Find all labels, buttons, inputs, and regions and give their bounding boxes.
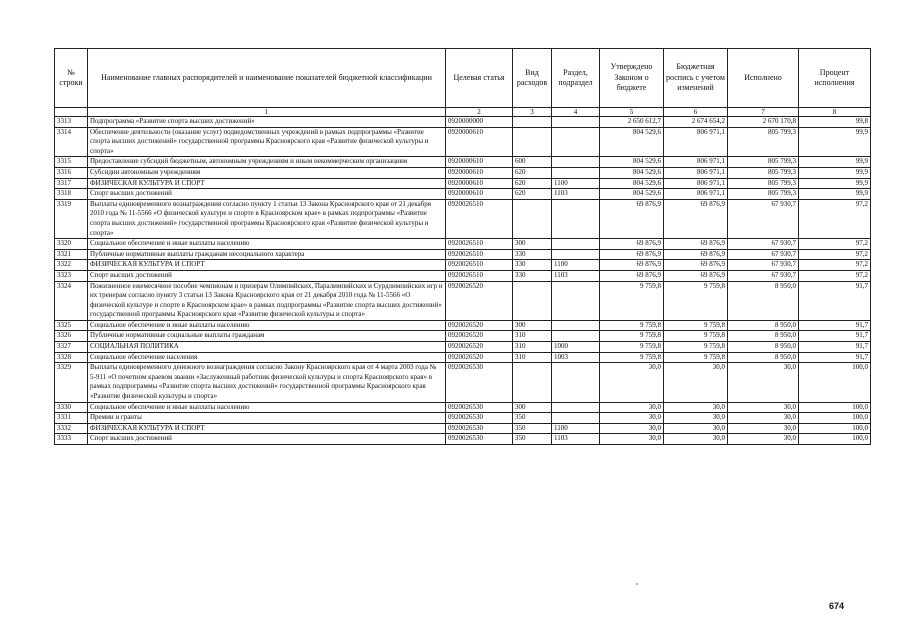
row-executed: 805 799,3: [728, 127, 799, 157]
row-executed: 8 950,0: [728, 320, 799, 331]
row-executed: 67 930,7: [728, 239, 799, 250]
row-name: Выплаты единовременного денежного вознаграждения согласно Закону Красноярского края от 4 марта 2003 года № 5-911 «О почетном краевом звании «Заслуженный работник физической культуры и спорта Красноярского края» в рамках подпрограммы «Развитие спорта высших достижений» государственной программы Красноярского края «Развитие физической культуры и спорта»: [88, 363, 446, 402]
row-approved: 9 759,8: [600, 281, 664, 320]
row-expense-type: 350: [513, 434, 552, 445]
row-target-article: 0920026530: [446, 413, 513, 424]
row-approved: 804 529,6: [600, 157, 664, 168]
row-percent: 99,9: [799, 189, 871, 200]
row-target-article: 0920026530: [446, 434, 513, 445]
row-target-article: 0920000610: [446, 127, 513, 157]
row-expense-type: 620: [513, 178, 552, 189]
table-body: [55, 108, 871, 445]
row-target-article: 0920000000: [446, 117, 513, 128]
row-expense-type: [513, 199, 552, 238]
column-number: 2: [446, 108, 513, 117]
row-budget-schedule: 30,0: [664, 434, 728, 445]
row-budget-schedule: 69 876,9: [664, 270, 728, 281]
table-row: [55, 127, 871, 157]
row-name: ФИЗИЧЕСКАЯ КУЛЬТУРА И СПОРТ: [88, 423, 446, 434]
table-row: [55, 249, 871, 260]
header-executed: Исполнено: [728, 49, 799, 108]
header-percent: Процент исполнения: [799, 49, 871, 108]
row-number: 3328: [55, 352, 88, 363]
row-number: 3331: [55, 413, 88, 424]
row-target-article: 0920000610: [446, 189, 513, 200]
row-expense-type: [513, 127, 552, 157]
column-number-row: [55, 108, 871, 117]
row-name: Публичные нормативные выплаты гражданам несоциального характера: [88, 249, 446, 260]
row-approved: 69 876,9: [600, 260, 664, 271]
table-row: [55, 178, 871, 189]
row-expense-type: 620: [513, 167, 552, 178]
row-section: 1103: [552, 270, 600, 281]
row-number: 3322: [55, 260, 88, 271]
row-name: Премии и гранты: [88, 413, 446, 424]
table-row: [55, 117, 871, 128]
row-budget-schedule: 69 876,9: [664, 249, 728, 260]
row-section: [552, 167, 600, 178]
table-row: [55, 199, 871, 238]
row-approved: 30,0: [600, 413, 664, 424]
table-row: [55, 363, 871, 402]
header-approved: Утверждено Законом о бюджете: [600, 49, 664, 108]
row-budget-schedule: 69 876,9: [664, 239, 728, 250]
row-expense-type: 350: [513, 423, 552, 434]
row-number: 3333: [55, 434, 88, 445]
header-expense-type: Вид расходов: [513, 49, 552, 108]
row-number: 3330: [55, 402, 88, 413]
row-approved: 804 529,6: [600, 127, 664, 157]
budget-table: [54, 48, 871, 445]
row-budget-schedule: 806 971,1: [664, 189, 728, 200]
row-target-article: 0920026510: [446, 249, 513, 260]
row-budget-schedule: 30,0: [664, 363, 728, 402]
row-target-article: 0920026530: [446, 423, 513, 434]
table-row: [55, 320, 871, 331]
row-number: 3329: [55, 363, 88, 402]
row-number: 3321: [55, 249, 88, 260]
row-section: 1103: [552, 434, 600, 445]
row-number: 3327: [55, 342, 88, 353]
row-executed: 30,0: [728, 413, 799, 424]
row-section: [552, 402, 600, 413]
row-section: 1100: [552, 178, 600, 189]
row-section: [552, 331, 600, 342]
row-budget-schedule: 806 971,1: [664, 157, 728, 168]
row-approved: 9 759,8: [600, 331, 664, 342]
row-executed: 8 950,0: [728, 342, 799, 353]
row-percent: 91,7: [799, 320, 871, 331]
row-section: 1000: [552, 342, 600, 353]
row-name: Спорт высших достижений: [88, 270, 446, 281]
row-budget-schedule: 9 759,8: [664, 331, 728, 342]
row-section: [552, 127, 600, 157]
row-expense-type: 330: [513, 270, 552, 281]
row-approved: 804 529,6: [600, 178, 664, 189]
row-name: Подпрограмма «Развитие спорта высших достижений»: [88, 117, 446, 128]
row-percent: 100,0: [799, 402, 871, 413]
column-number: [55, 108, 88, 117]
row-approved: 30,0: [600, 434, 664, 445]
row-target-article: 0920026510: [446, 239, 513, 250]
row-executed: 2 670 170,8: [728, 117, 799, 128]
row-executed: 805 799,3: [728, 178, 799, 189]
row-expense-type: 600: [513, 157, 552, 168]
row-number: 3318: [55, 189, 88, 200]
table-row: [55, 352, 871, 363]
row-name: Социальное обеспечение и иные выплаты населению: [88, 402, 446, 413]
row-budget-schedule: 30,0: [664, 402, 728, 413]
row-percent: 91,7: [799, 352, 871, 363]
row-expense-type: 330: [513, 260, 552, 271]
row-percent: 100,0: [799, 434, 871, 445]
header-section: Раздел, подраздел: [552, 49, 600, 108]
row-name: ФИЗИЧЕСКАЯ КУЛЬТУРА И СПОРТ: [88, 260, 446, 271]
row-expense-type: 300: [513, 239, 552, 250]
row-percent: 100,0: [799, 413, 871, 424]
row-name: ФИЗИЧЕСКАЯ КУЛЬТУРА И СПОРТ: [88, 178, 446, 189]
row-budget-schedule: 806 971,1: [664, 167, 728, 178]
row-section: [552, 281, 600, 320]
table-row: [55, 239, 871, 250]
row-name: Социальное обеспечение и иные выплаты населению: [88, 320, 446, 331]
row-section: [552, 249, 600, 260]
row-expense-type: 310: [513, 342, 552, 353]
row-target-article: 0920026510: [446, 199, 513, 238]
row-section: [552, 320, 600, 331]
row-executed: 30,0: [728, 434, 799, 445]
row-number: 3313: [55, 117, 88, 128]
table-row: [55, 157, 871, 168]
row-budget-schedule: 9 759,8: [664, 281, 728, 320]
row-executed: 67 930,7: [728, 270, 799, 281]
row-budget-schedule: 30,0: [664, 413, 728, 424]
row-percent: 97,2: [799, 270, 871, 281]
row-expense-type: 620: [513, 189, 552, 200]
row-target-article: 0920026520: [446, 320, 513, 331]
row-expense-type: 330: [513, 249, 552, 260]
row-budget-schedule: 806 971,1: [664, 178, 728, 189]
header-name: Наименование главных распорядителей и наименование показателей бюджетной классификации: [88, 49, 446, 108]
row-percent: 91,7: [799, 342, 871, 353]
row-approved: 9 759,8: [600, 352, 664, 363]
row-section: [552, 363, 600, 402]
row-executed: 805 799,3: [728, 189, 799, 200]
row-number: 3323: [55, 270, 88, 281]
row-name: Пожизненное ежемесячное пособие чемпионам и призерам Олимпийских, Паралимпийских и Сурдлимпийских игр и их тренерам согласно пункту 3 статьи 13 Закона Красноярского края от 21 декабря 2010 года № 11-5566 «О физической культуре и спорте в Красноярском крае» в рамках подпрограммы «Развитие спорта высших достижений» государственной программы Красноярского края «Развитие физической культуры и спорта»: [88, 281, 446, 320]
row-percent: 97,2: [799, 260, 871, 271]
row-name: Социальное обеспечение и иные выплаты населению: [88, 239, 446, 250]
row-percent: 99,9: [799, 157, 871, 168]
row-number: 3317: [55, 178, 88, 189]
row-name: Субсидии автономным учреждениям: [88, 167, 446, 178]
row-section: 1100: [552, 260, 600, 271]
row-number: 3332: [55, 423, 88, 434]
column-number: 3: [513, 108, 552, 117]
row-approved: 804 529,6: [600, 167, 664, 178]
row-executed: 67 930,7: [728, 199, 799, 238]
row-executed: 805 799,3: [728, 167, 799, 178]
row-name: Спорт высших достижений: [88, 434, 446, 445]
row-number: 3326: [55, 331, 88, 342]
row-percent: 99,9: [799, 127, 871, 157]
table-row: [55, 167, 871, 178]
row-target-article: 0920026520: [446, 342, 513, 353]
row-number: 3315: [55, 157, 88, 168]
row-expense-type: 350: [513, 413, 552, 424]
column-number: 8: [799, 108, 871, 117]
table-row: [55, 434, 871, 445]
row-expense-type: [513, 117, 552, 128]
row-executed: 30,0: [728, 423, 799, 434]
row-target-article: 0920000610: [446, 157, 513, 168]
scan-speck: [636, 583, 638, 585]
row-number: 3324: [55, 281, 88, 320]
row-percent: 99,9: [799, 167, 871, 178]
row-executed: 67 930,7: [728, 249, 799, 260]
row-target-article: 0920026530: [446, 402, 513, 413]
row-name: Спорт высших достижений: [88, 189, 446, 200]
row-number: 3316: [55, 167, 88, 178]
column-number: 7: [728, 108, 799, 117]
row-section: 1103: [552, 189, 600, 200]
row-target-article: 0920000610: [446, 167, 513, 178]
row-expense-type: 310: [513, 331, 552, 342]
row-executed: 8 950,0: [728, 331, 799, 342]
table-row: [55, 423, 871, 434]
row-approved: 69 876,9: [600, 270, 664, 281]
row-executed: 8 950,0: [728, 281, 799, 320]
row-expense-type: [513, 363, 552, 402]
row-percent: 99,8: [799, 117, 871, 128]
row-budget-schedule: 9 759,8: [664, 352, 728, 363]
row-section: [552, 199, 600, 238]
table-row: [55, 342, 871, 353]
row-section: [552, 157, 600, 168]
row-approved: 69 876,9: [600, 249, 664, 260]
row-percent: 99,9: [799, 178, 871, 189]
row-name: Публичные нормативные социальные выплаты гражданам: [88, 331, 446, 342]
header-budget-schedule: Бюджетная роспись с учетом изменений: [664, 49, 728, 108]
row-target-article: 0920026520: [446, 331, 513, 342]
column-number: 6: [664, 108, 728, 117]
row-target-article: 0920026530: [446, 363, 513, 402]
row-number: 3314: [55, 127, 88, 157]
row-budget-schedule: 2 674 654,2: [664, 117, 728, 128]
table-row: [55, 402, 871, 413]
table-row: [55, 270, 871, 281]
row-executed: 30,0: [728, 402, 799, 413]
row-budget-schedule: 9 759,8: [664, 342, 728, 353]
row-approved: 69 876,9: [600, 239, 664, 250]
row-section: 1100: [552, 423, 600, 434]
row-percent: 100,0: [799, 423, 871, 434]
row-executed: 67 930,7: [728, 260, 799, 271]
row-approved: 9 759,8: [600, 320, 664, 331]
row-name: СОЦИАЛЬНАЯ ПОЛИТИКА: [88, 342, 446, 353]
row-percent: 97,2: [799, 199, 871, 238]
row-target-article: 0920026510: [446, 260, 513, 271]
row-section: [552, 413, 600, 424]
row-expense-type: 310: [513, 352, 552, 363]
row-budget-schedule: 806 971,1: [664, 127, 728, 157]
row-approved: 804 529,6: [600, 189, 664, 200]
column-number: 5: [600, 108, 664, 117]
row-budget-schedule: 9 759,8: [664, 320, 728, 331]
row-number: 3320: [55, 239, 88, 250]
table-header: [55, 49, 871, 108]
header-row-number: № строки: [55, 49, 88, 108]
row-approved: 2 650 612,7: [600, 117, 664, 128]
table-row: [55, 281, 871, 320]
row-budget-schedule: 30,0: [664, 423, 728, 434]
row-expense-type: [513, 281, 552, 320]
row-approved: 9 759,8: [600, 342, 664, 353]
header-target-article: Целевая статья: [446, 49, 513, 108]
row-percent: 91,7: [799, 281, 871, 320]
row-section: 1003: [552, 352, 600, 363]
column-number: 1: [88, 108, 446, 117]
row-percent: 100,0: [799, 363, 871, 402]
row-expense-type: 300: [513, 402, 552, 413]
row-budget-schedule: 69 876,9: [664, 199, 728, 238]
row-target-article: 0920000610: [446, 178, 513, 189]
row-name: Обеспечение деятельности (оказание услуг) подведомственных учреждений в рамках подпрограммы «Развитие спорта высших достижений» государственной программы Красноярского края «Развитие физической культуры и спорта»: [88, 127, 446, 157]
row-target-article: 0920026520: [446, 281, 513, 320]
row-approved: 69 876,9: [600, 199, 664, 238]
table-row: [55, 189, 871, 200]
row-budget-schedule: 69 876,9: [664, 260, 728, 271]
row-name: Выплаты единовременного вознаграждения согласно пункту 1 статьи 13 Закона Красноярского края от 21 декабря 2010 года № 11-5566 «О физической культуре и спорте в Красноярском крае» в рамках подпрограммы «Развитие спорта высших достижений» государственной программы Красноярского края «Развитие физической культуры и спорта»: [88, 199, 446, 238]
row-name: Предоставление субсидий бюджетным, автономным учреждениям и иным некоммерческим организациям: [88, 157, 446, 168]
row-target-article: 0920026520: [446, 352, 513, 363]
page-number: 674: [829, 601, 845, 611]
row-section: [552, 239, 600, 250]
row-approved: 30,0: [600, 363, 664, 402]
table-row: [55, 260, 871, 271]
row-percent: 97,2: [799, 239, 871, 250]
row-target-article: 0920026510: [446, 270, 513, 281]
row-executed: 8 950,0: [728, 352, 799, 363]
row-number: 3319: [55, 199, 88, 238]
row-section: [552, 117, 600, 128]
row-percent: 91,7: [799, 331, 871, 342]
row-approved: 30,0: [600, 423, 664, 434]
row-executed: 805 799,3: [728, 157, 799, 168]
column-number: 4: [552, 108, 600, 117]
row-percent: 97,2: [799, 249, 871, 260]
table-row: [55, 331, 871, 342]
row-approved: 30,0: [600, 402, 664, 413]
row-executed: 30,0: [728, 363, 799, 402]
row-expense-type: 300: [513, 320, 552, 331]
row-name: Социальное обеспечение населения: [88, 352, 446, 363]
table-row: [55, 413, 871, 424]
row-number: 3325: [55, 320, 88, 331]
